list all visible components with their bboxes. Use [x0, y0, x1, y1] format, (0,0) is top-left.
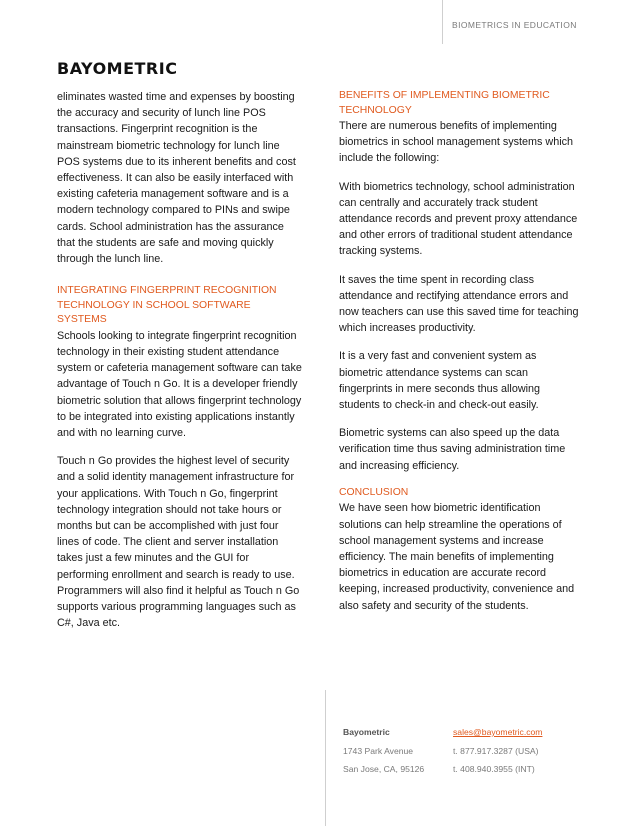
- footer-email-link[interactable]: sales@bayometric.com: [453, 727, 543, 737]
- attendance-tracking-paragraph: With biometrics technology, school administration can centrally and accurately track student attendance records and prevent proxy attendance and other errors of traditional student attendance tracking systems.: [339, 180, 578, 258]
- integrating-fingerprint-heading: INTEGRATING FINGERPRINT RECOGNITION TECHNOLOGY IN SCHOOL SOFTWARE SYSTEMS: [57, 285, 277, 326]
- left-column: [57, 89, 303, 643]
- touch-n-go-paragraph: Touch n Go provides the highest level of security and a solid identity management infrastructure for your applications. With Touch n Go, fingerprint technology integration should not take hours or months but can be accomplished with just four lines of code. The client and server installation takes just a few minutes and the GUI for performing enrollment and search is ready to use. Programmers will also find it helpful as Touch n Go supports various programming languages such as C#, Java etc.: [57, 455, 300, 630]
- right-column: [339, 89, 581, 626]
- document-header-title: BIOMETRICS IN EDUCATION: [452, 20, 577, 30]
- header-divider: [442, 0, 443, 44]
- footer-contact-block: [453, 723, 542, 779]
- footer-address-block: [343, 723, 424, 779]
- footer-street-address: 1743 Park Avenue: [343, 745, 414, 756]
- verification-speed-paragraph: Biometric systems can also speed up the data verification time thus saving administration time and increasing efficiency.: [339, 427, 566, 472]
- lunch-line-paragraph: eliminates wasted time and expenses by boosting the accuracy and security of lunch line POS transactions. Fingerprint recognition is the mainstream biometric technology for lunch line POS systems due to its inherent benefits and cost effectiveness. It can also be easily interfaced with existing cafeteria management software and is a modern technology compared to PINs and swipe cards. School administration has the assurance that the students are safe and moving quickly through the lunch line.: [57, 91, 296, 266]
- footer-city-address: San Jose, CA, 95126: [343, 764, 425, 774]
- conclusion-paragraph: We have seen how biometric identification solutions can help streamline the operations of school management systems and increase efficiency. The main benefits of implementing biometrics in education are accurate record keeping, increased productivity, convenience and also safety and security of the students.: [339, 502, 575, 612]
- bayometric-logo: BAYOMETRIC: [57, 59, 178, 78]
- footer-phone-usa: t. 877.917.3287 (USA): [453, 745, 539, 756]
- schools-integrate-paragraph: Schools looking to integrate fingerprint recognition technology in their existing student attendance system or cafeteria management software can take advantage of Touch n Go. It is a developer friendly biometric solution that allows fingerprint technology to be integrated into existing applications instantly and with no learning curve.: [57, 329, 302, 439]
- fast-convenient-paragraph: It is a very fast and convenient system as biometric attendance systems can scan fingerprints in mere seconds thus allowing students to check-in and check-out easily.: [339, 350, 541, 412]
- benefits-heading: BENEFITS OF IMPLEMENTING BIOMETRIC TECHNOLOGY: [339, 90, 550, 116]
- benefits-intro-paragraph: There are numerous benefits of implementing biometrics in school management systems which include the following:: [339, 120, 574, 165]
- footer-company-name: Bayometric: [343, 727, 390, 737]
- footer-phone-int: t. 408.940.3955 (INT): [453, 764, 535, 774]
- time-saving-paragraph: It saves the time spent in recording class attendance and rectifying attendance errors and now teachers can use this saved time for teaching which increases productivity.: [339, 273, 579, 335]
- conclusion-heading: CONCLUSION: [339, 486, 409, 498]
- footer-divider: [325, 690, 326, 826]
